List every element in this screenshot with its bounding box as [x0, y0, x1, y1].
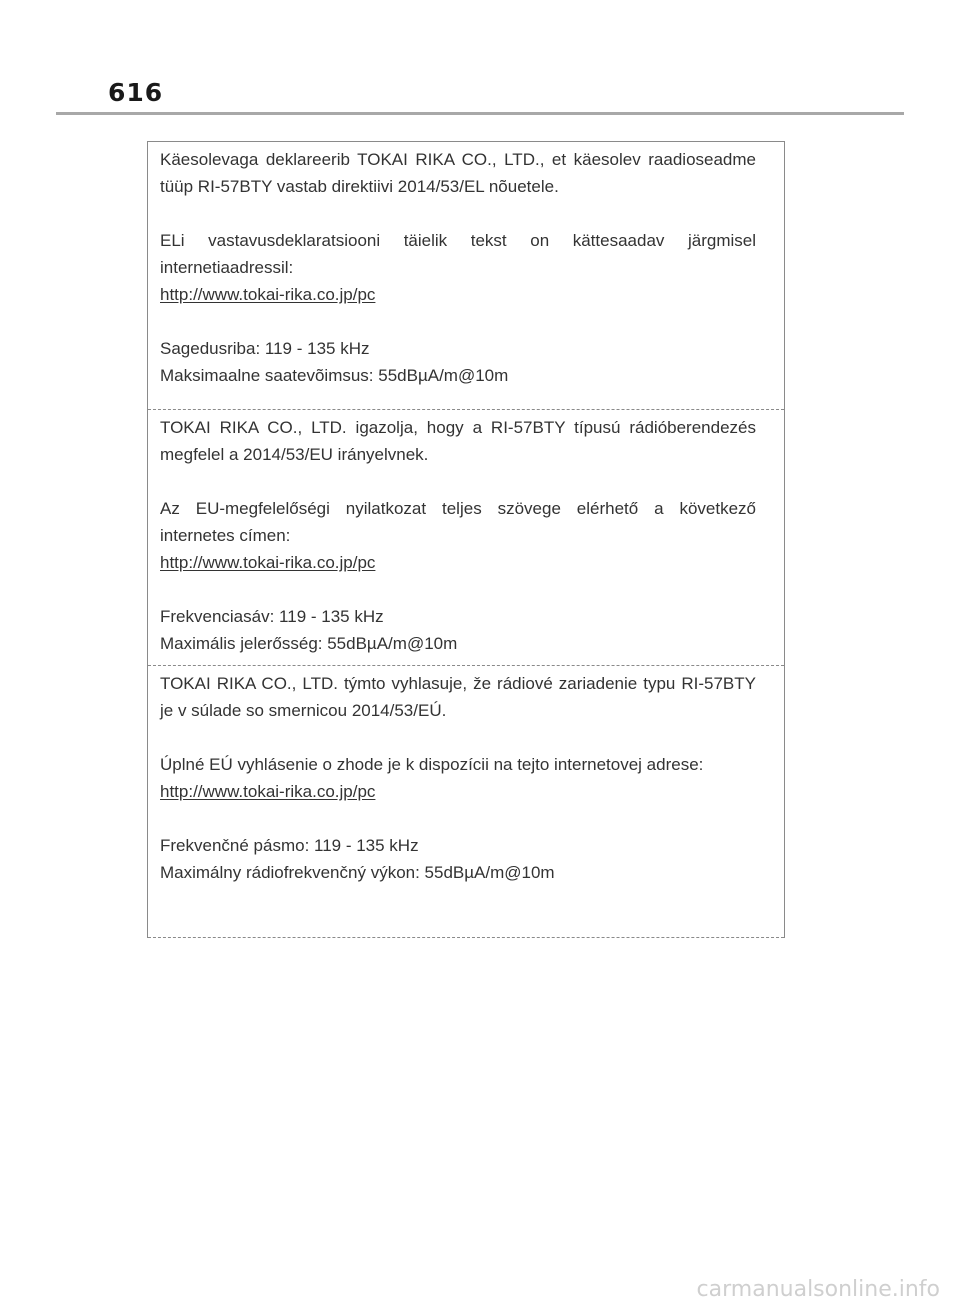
- declaration-url-link[interactable]: http://www.tokai-rika.co.jp/pc: [160, 285, 376, 304]
- declaration-url-link[interactable]: http://www.tokai-rika.co.jp/pc: [160, 553, 376, 572]
- declaration-section-slovak: [148, 666, 784, 938]
- frequency-band: Frekvenciasáv: 119 - 135 kHz: [160, 607, 384, 626]
- declaration-url-link[interactable]: http://www.tokai-rika.co.jp/pc: [160, 782, 376, 801]
- watermark: carmanualsonline.info: [696, 1277, 940, 1302]
- frequency-band: Frekvenčné pásmo: 119 - 135 kHz: [160, 836, 419, 855]
- frequency-band: Sagedusriba: 119 - 135 kHz: [160, 339, 370, 358]
- full-text-info: Úplné EÚ vyhlásenie o zhode je k dispozícii na tejto internetovej adrese:: [160, 755, 704, 774]
- header-divider: [56, 112, 904, 115]
- full-text-info: ELi vastavusdeklaratsiooni täielik tekst on kättesaadav järgmisel internetiaadressil:: [160, 231, 756, 277]
- page-number: 616: [108, 78, 164, 107]
- max-power: Maximális jelerősség: 55dBµA/m@10m: [160, 634, 458, 653]
- full-text-info: Az EU-megfelelőségi nyilatkozat teljes szövege elérhető a következő internetes címen:: [160, 499, 756, 545]
- max-power: Maximálny rádiofrekvenčný výkon: 55dBµA/m@10m: [160, 863, 555, 882]
- declaration-text: Käesolevaga deklareerib TOKAI RIKA CO., LTD., et käesolev raadioseadme tüüp RI-57BTY vastab direktiivi 2014/53/EL nõuetele.: [160, 150, 756, 196]
- declaration-text: TOKAI RIKA CO., LTD. týmto vyhlasuje, že rádiové zariadenie typu RI-57BTY je v súlade so smernicou 2014/53/EÚ.: [160, 674, 756, 720]
- declaration-box: [147, 141, 785, 938]
- declaration-section-estonian: [148, 142, 784, 410]
- declaration-text: TOKAI RIKA CO., LTD. igazolja, hogy a RI-57BTY típusú rádióberendezés megfelel a 2014/53/EU irányelvnek.: [160, 418, 756, 464]
- declaration-section-hungarian: [148, 410, 784, 666]
- max-power: Maksimaalne saatevõimsus: 55dBµA/m@10m: [160, 366, 509, 385]
